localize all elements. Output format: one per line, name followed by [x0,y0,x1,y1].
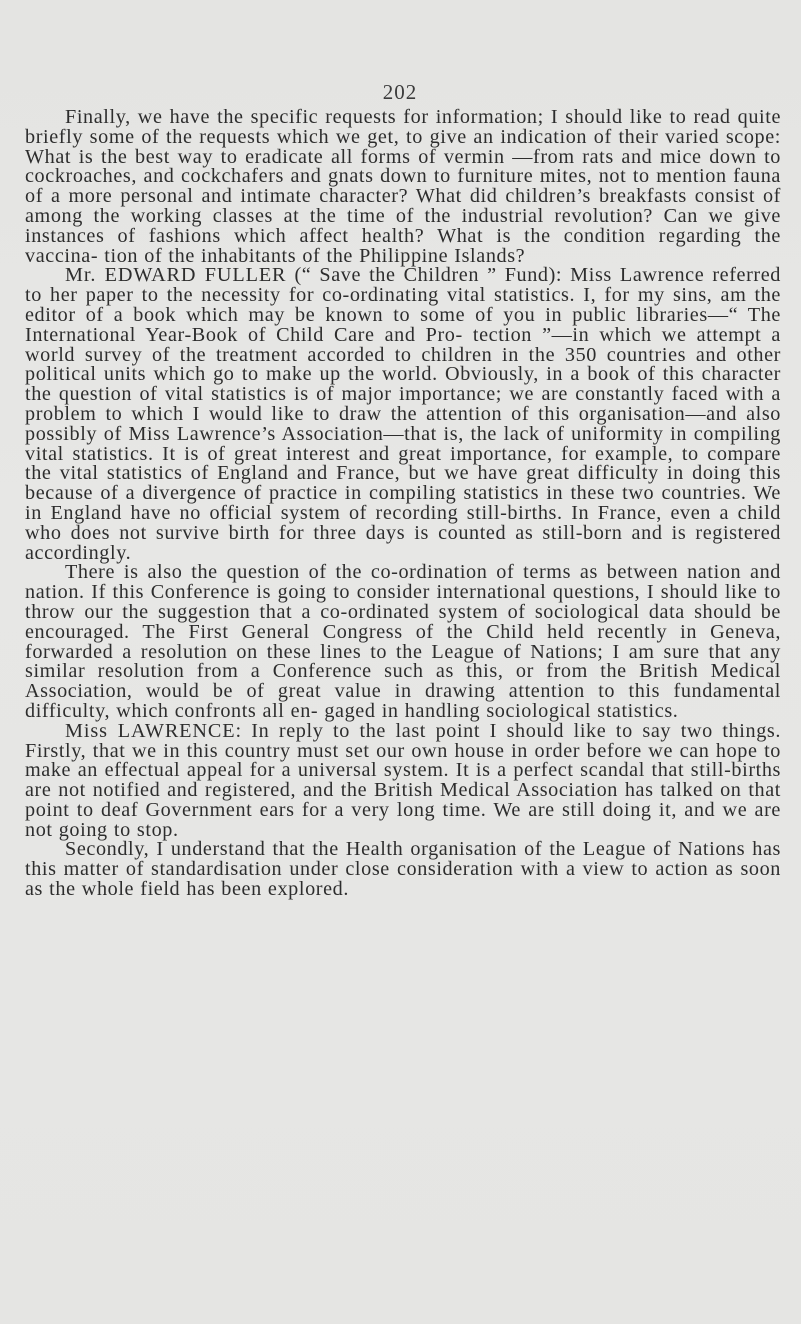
paragraph [25,266,781,563]
paragraph [25,840,781,899]
speaker-name: Mr. EDWARD FULLER [65,264,287,287]
page-number: 202 [382,80,418,104]
paragraph-text: Secondly, I understand that the Health organisation of the League of Nations has this matter of standardisation under close consideration with a view to action as soon as the whole field has been explored. [25,838,781,901]
paragraph [25,108,781,266]
paragraph [25,719,782,841]
paragraph-text: : In reply to the last point I should like to say two things. Firstly, that we in this country must set our own house in order before we can hope to make an effectual appeal for a universal system. It is a perfect scandal that still-births are not notified and registered, and the British Medical Association has talked on that point to deaf Government ears for a very long time. We are still doing it, and we are not going to stop. [25,719,782,841]
paragraph-text: (“ Save the Children ” Fund): Miss Lawrence referred to her paper to the necessity for co-ordinating vital statistics. I, for my sins, am the editor of a book which may be known to some of you in public libraries—“ The International Year-Book of Child Care and Pro- tection ”—in which we attempt a world survey of the treatment accorded to children in the 350 countries and other political units which go to make up the world. Obviously, in a book of this character the question of vital statistics is of major importance; we are constantly faced with a problem to which I would like to draw the attention of this organisation—and also possibly of Miss Lawrence’s Association—that is, the lack of uniformity in compiling vital statistics. It is of great interest and great importance, for example, to compare the vital statistics of England and France, but we have great difficulty in doing this because of a divergence of practice in compiling statistics in these two countries. We in England have no official system of recording still-births. In France, even a child who does not survive birth for three days is counted as still-born and is registered accordingly. [25,264,781,564]
speaker-name: Miss LAWRENCE [65,719,236,742]
paragraph-text: Finally, we have the specific requests for information; I should like to read quite briefly some of the requests which we get, to give an indication of their varied scope: What is the best way to eradicate all forms of vermin —from rats and mice down to cockroaches, and cockchafers and gnats down to furniture mites, not to mention fauna of a more personal and intimate character? What did children’s breakfasts consist of among the working classes at the time of the industrial revolution? Can we give instances of fashions which affect health? What is the condition regarding the vaccina- tion of the inhabitants of the Philippine Islands? [25,106,781,267]
body-text [25,108,781,900]
paragraph [25,563,781,721]
paragraph-text: There is also the question of the co-ordination of terms as between nation and nation. If this Conference is going to consider international questions, I should like to throw our the suggestion that a co-ordinated system of sociological data should be encouraged. The First General Congress of the Child held recently in Geneva, forwarded a resolution on these lines to the League of Nations; I am sure that any similar resolution from a Conference such as this, or from the British Medical Association, would be of great value in drawing attention to this fundamental difficulty, which confronts all en- gaged in handling sociological statistics. [25,561,781,722]
